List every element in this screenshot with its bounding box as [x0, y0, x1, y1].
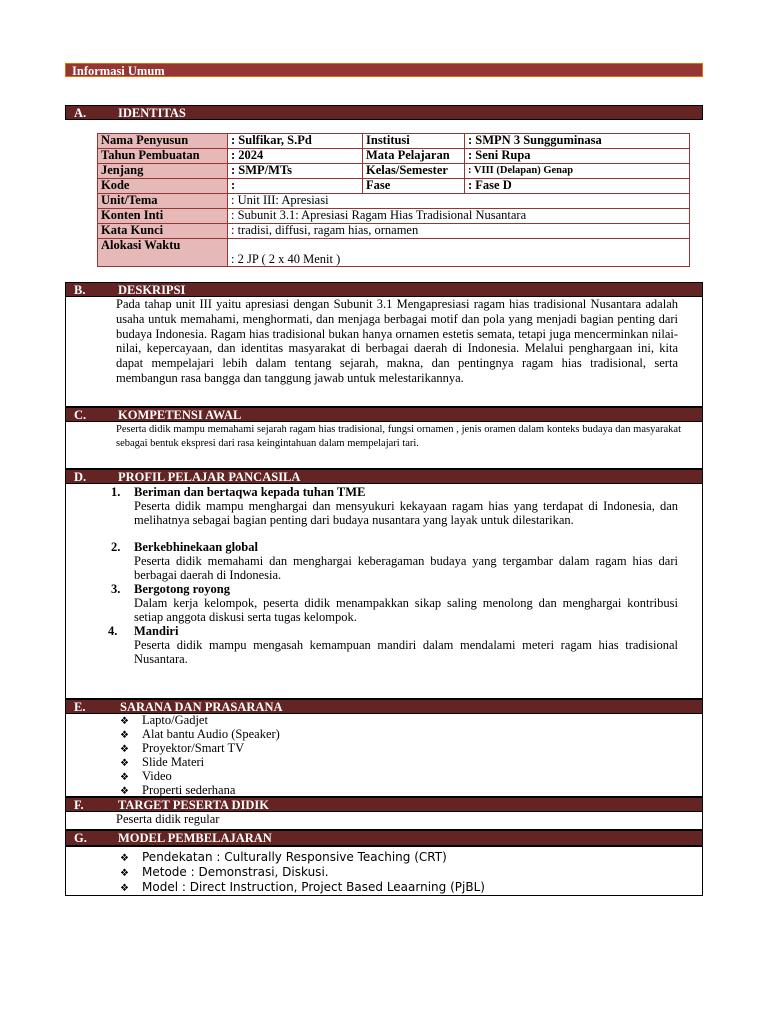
section-letter: E. [74, 700, 86, 714]
diamond-bullet-icon: ❖ [120, 853, 129, 864]
diamond-bullet-icon: ❖ [120, 758, 129, 769]
value-cell: : Sulfikar, S.Pd [228, 134, 363, 149]
deskripsi-box [65, 297, 703, 407]
section-target-header [65, 797, 703, 812]
list-item-label: Lapto/Gadjet [142, 713, 208, 727]
value-cell: : 2024 [228, 149, 363, 164]
list-item-text: Dalam kerja kelompok, peserta didik menampakkan sikap saling menolong dan menghargai kontribusi setiap anggota diskusi serta tugas kelompok. [134, 596, 678, 624]
value-cell: : Subunit 3.1: Apresiasi Ragam Hias Tradisional Nusantara [228, 209, 690, 224]
table-row [98, 194, 690, 209]
value-cell: : 2 JP ( 2 x 40 Menit ) [228, 239, 690, 267]
sarana-box [65, 714, 703, 797]
list-item-label: Slide Materi [142, 755, 205, 769]
list-item-label: Alat bantu Audio (Speaker) [142, 727, 280, 741]
diamond-bullet-icon: ❖ [120, 868, 129, 879]
list-item-text: Peserta didik mampu mengasah kemampuan mandiri dalam mendalami meteri ragam hias tradisional Nusantara. [134, 638, 678, 666]
section-title: MODEL PEMBELAJARAN [118, 831, 272, 845]
table-row [98, 224, 690, 239]
label-cell: Jenjang [98, 164, 228, 179]
section-deskripsi-header [65, 282, 703, 297]
label-cell: Unit/Tema [98, 194, 228, 209]
label-cell: Kata Kunci [98, 224, 228, 239]
value-cell: : Unit III: Apresiasi [228, 194, 690, 209]
list-item-number: 4. [108, 624, 118, 638]
section-title: IDENTITAS [118, 106, 186, 120]
list-item-label: Model : Direct Instruction, Project Based Leaarning (PjBL) [142, 880, 485, 894]
section-identitas-header [65, 105, 703, 120]
section-model-header [65, 830, 703, 846]
section-letter: G. [74, 831, 87, 845]
table-row [98, 164, 690, 179]
target-text: Peserta didik regular [116, 812, 220, 826]
identitas-table [97, 133, 690, 267]
deskripsi-text: Pada tahap unit III yaitu apresiasi dengan Subunit 3.1 Mengapresiasi ragam hias tradisional Nusantara adalah usaha untuk memahami, menghormati, dan menjaga berbagai motif dan pola yang menjadi bagian penting dari budaya Indonesia. Ragam hias tradisional bukan hanya ornamen estetis semata, tetapi juga mencerminkan nilai-nilai, kepercayaan, dan identitas masyarakat di berbagai daerah di Indonesia. Melalui penghargaan ini, kita dapat mempelajari lebih dalam tentang sejarah, makna, dan pentingnya ragam hias tradisional, serta membangun rasa bangga dan tanggung jawab untuk melestarikannya. [116, 297, 678, 385]
list-item-label: Properti sederhana [142, 783, 236, 797]
table-row [98, 149, 690, 164]
list-item-text: Peserta didik mampu menghargai dan mensyukuri kekayaan ragam hias yang terdapat di Indonesia, dan melihatnya sebagai bagian penting dari budaya nusantara yang layak untuk dilestarikan. [134, 499, 678, 527]
label-cell: Fase [363, 179, 465, 194]
list-item-title: Berkebhinekaan global [134, 540, 258, 554]
informasi-umum-banner [65, 63, 703, 77]
kompetensi-box [65, 422, 703, 469]
list-item-title: Beriman dan bertaqwa kepada tuhan TME [134, 485, 366, 499]
section-title: KOMPETENSI AWAL [118, 408, 242, 422]
target-box [65, 812, 703, 830]
label-cell: Alokasi Waktu [98, 239, 228, 267]
section-profil-header [65, 469, 703, 484]
section-title: TARGET PESERTA DIDIK [118, 798, 269, 812]
table-row [98, 134, 690, 149]
section-letter: C. [74, 408, 87, 422]
banner-title: Informasi Umum [72, 64, 165, 78]
section-title: DESKRIPSI [118, 283, 186, 297]
label-cell: Nama Penyusun [98, 134, 228, 149]
diamond-bullet-icon: ❖ [120, 772, 129, 783]
list-item [120, 880, 485, 896]
diamond-bullet-icon: ❖ [120, 730, 129, 741]
list-item-label: Pendekatan : Culturally Responsive Teaching (CRT) [142, 850, 447, 864]
section-title: PROFIL PELAJAR PANCASILA [118, 470, 301, 484]
diamond-bullet-icon: ❖ [120, 883, 129, 894]
list-item-text: Peserta didik memahami dan menghargai keberagaman budaya yang tergambar dalam ragam hias dari berbagai daerah di Indonesia. [134, 554, 678, 582]
value-cell: : VIII (Delapan) Genap [465, 164, 690, 179]
section-letter: F. [74, 798, 84, 812]
value-cell: : tradisi, diffusi, ragam hias, ornamen [228, 224, 690, 239]
list-item [120, 850, 447, 866]
model-box [65, 846, 703, 896]
section-title: SARANA DAN PRASARANA [120, 700, 283, 714]
list-item-number: 1. [111, 485, 121, 499]
value-cell: : SMP/MTs [228, 164, 363, 179]
section-letter: B. [74, 283, 86, 297]
diamond-bullet-icon: ❖ [120, 786, 129, 797]
value-cell: : [228, 179, 363, 194]
section-letter: D. [74, 470, 87, 484]
list-item-label: Proyektor/Smart TV [142, 741, 245, 755]
list-item-number: 3. [111, 582, 121, 596]
table-row [98, 239, 690, 267]
value-cell: : Seni Rupa [465, 149, 690, 164]
section-kompetensi-header [65, 407, 703, 422]
table-row [98, 179, 690, 194]
section-sarana-header [65, 699, 703, 714]
profil-box [65, 484, 703, 699]
list-item-label: Video [142, 769, 172, 783]
label-cell: Tahun Pembuatan [98, 149, 228, 164]
kompetensi-text: Peserta didik mampu memahami sejarah ragam hias tradisional, fungsi ornamen , jenis oramen dalam konteks budaya dan masyarakat sebagai bentuk ekspresi dari rasa keingintahuan dalam mempelajari tari. [116, 424, 681, 449]
list-item [120, 865, 329, 881]
list-item-title: Mandiri [134, 624, 179, 638]
label-cell: Institusi [363, 134, 465, 149]
label-cell: Mata Pelajaran [363, 149, 465, 164]
diamond-bullet-icon: ❖ [120, 716, 129, 727]
list-item-label: Metode : Demonstrasi, Diskusi. [142, 865, 329, 879]
diamond-bullet-icon: ❖ [120, 744, 129, 755]
list-item-title: Bergotong royong [134, 582, 230, 596]
label-cell: Kode [98, 179, 228, 194]
value-cell: : Fase D [465, 179, 690, 194]
value-cell: : SMPN 3 Sungguminasa [465, 134, 690, 149]
section-letter: A. [74, 106, 87, 120]
label-cell: Konten Inti [98, 209, 228, 224]
label-cell: Kelas/Semester [363, 164, 465, 179]
list-item-number: 2. [111, 540, 121, 554]
table-row [98, 209, 690, 224]
